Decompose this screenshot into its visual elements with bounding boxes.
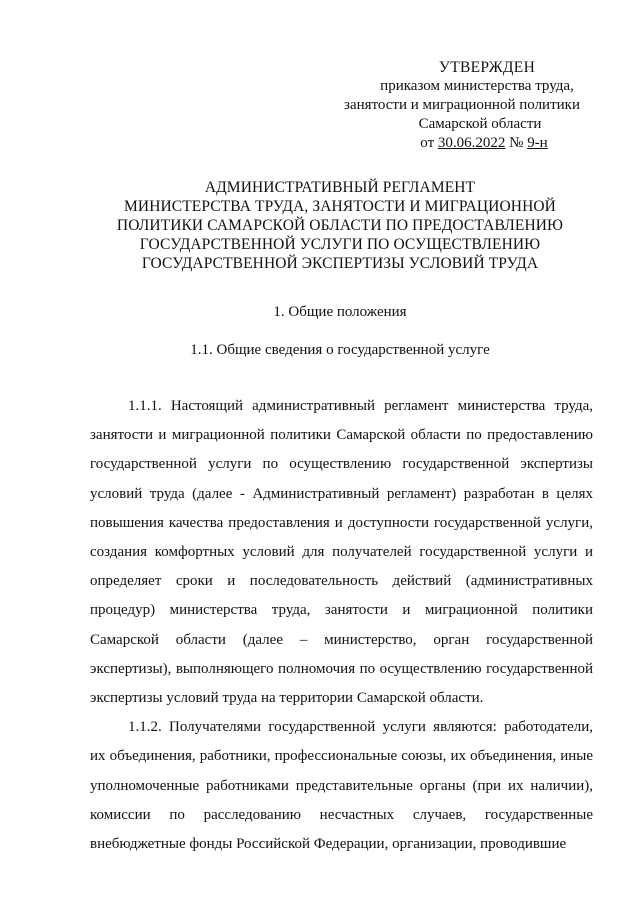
paragraph-1-1-1: 1.1.1. Настоящий административный регламент министерства труда, занятости и миграционной политики Самарской области по предоставлению государственной услуги по осуществлению государственной экспертизы условий труда (далее - Административный регламент) разработан в целях повышения качества предоставления и доступности государственной услуги, создания комфортных условий для получателей государственной услуги и определяет сроки и последовательность действий (административных процедур) министерства труда, занятости и миграционной политики Самарской области (далее – министерство, орган государственной экспертизы), выполняющего полномочия по осуществлению государственной экспертизы условий труда на территории Самарской области. [90, 398, 593, 707]
document-body [90, 392, 593, 859]
approval-block [332, 58, 592, 153]
section-heading: 1. Общие положения [273, 304, 407, 320]
title-line: МИНИСТЕРСТВА ТРУДА, ЗАНЯТОСТИ И МИГРАЦИОННОЙ [124, 198, 556, 215]
subsection-heading: 1.1. Общие сведения о государственной услуге [190, 342, 490, 358]
title-line: ГОСУДАРСТВЕННОЙ ЭКСПЕРТИЗЫ УСЛОВИЙ ТРУДА [141, 255, 539, 272]
document-title [90, 178, 590, 273]
title-line: ПОЛИТИКИ САМАРСКОЙ ОБЛАСТИ ПО ПРЕДОСТАВЛЕНИЮ [116, 217, 564, 234]
approval-heading: УТВЕРЖДЕН [438, 59, 536, 76]
paragraph-1-1-2: 1.1.2. Получателями государственной услуги являются: работодатели, их объединения, работники, профессиональные союзы, их объединения, иные уполномоченные работниками представительные органы (при их наличии), комиссии по расследованию несчастных случаев, государственные внебюджетные фонды Российской Федерации, организации, проводившие [90, 719, 593, 853]
title-line: АДМИНИСТРАТИВНЫЙ РЕГЛАМЕНТ [204, 179, 476, 196]
approval-line-1: приказом министерства труда, [380, 78, 574, 94]
approval-date-line [376, 134, 592, 153]
approval-line-3: Самарской области [418, 116, 542, 132]
title-line: ГОСУДАРСТВЕННОЙ УСЛУГИ ПО ОСУЩЕСТВЛЕНИЮ [139, 236, 541, 253]
approval-line-2: занятости и миграционной политики [344, 97, 580, 113]
approval-number: 9-н [527, 135, 548, 151]
approval-date-prefix: от [420, 135, 438, 151]
approval-date: 30.06.2022 [437, 135, 506, 151]
approval-number-sign: № [505, 135, 528, 151]
